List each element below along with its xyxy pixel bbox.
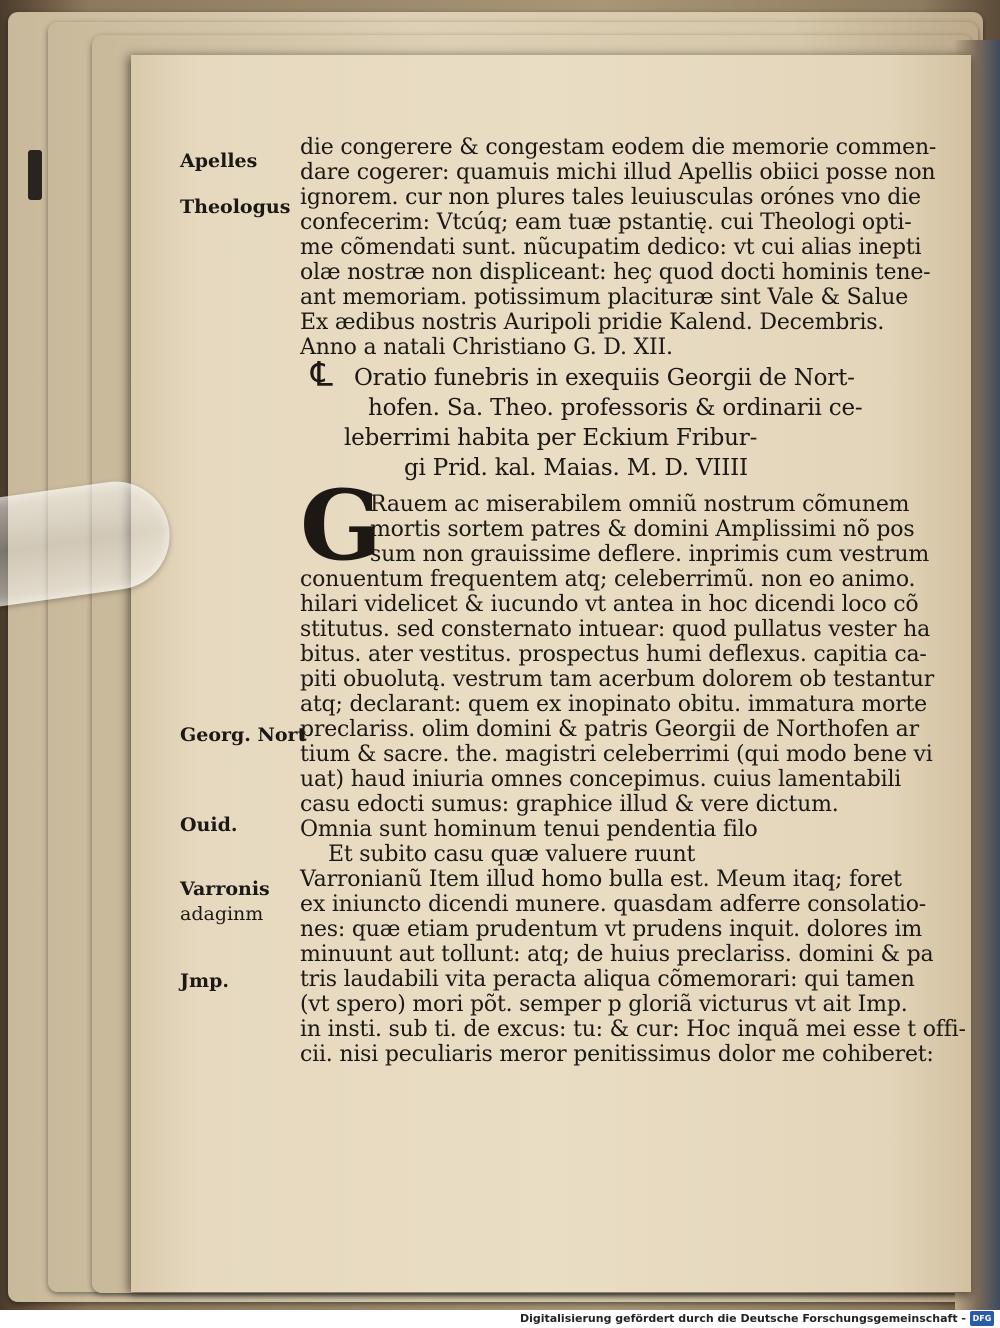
marginal-note-georg: Georg. Nort [180, 724, 307, 746]
dfg-logo: DFG [970, 1311, 994, 1326]
text-line: bitus. ater vestitus. prospectus humi deflexus. capitia ca- [300, 642, 927, 667]
verse-line: Et subito casu quæ valuere ruunt [328, 842, 696, 867]
text-line: in insti. sub ti. de excus: tu: & cur: Hoc inquã mei esse t offi- [300, 1017, 966, 1042]
text-line: nes: quæ etiam prudentum vt prudens inquit. dolores im [300, 917, 923, 942]
marginal-note-apelles: Apelles [180, 150, 258, 172]
verse-line: Omnia sunt hominum tenui pendentia filo [300, 817, 758, 842]
title-line: leberrimi habita per Eckium Fribur- [344, 425, 758, 451]
text-line: Rauem ac miserabilem omniũ nostrum cõmunem [370, 492, 910, 517]
text-line: hilari videlicet & iucundo vt antea in hoc dicendi loco cõ [300, 592, 919, 617]
text-line: Anno a natali Christiano G. D. XII. [300, 335, 673, 360]
text-line: tium & sacre. the. magistri celeberrimi (qui modo bene vi [300, 742, 933, 767]
marginal-note-adaginm: adaginm [180, 903, 264, 925]
funding-credit: Digitalisierung gefördert durch die Deutsche Forschungsgemeinschaft - [519, 1312, 966, 1325]
marginal-note-imp: Jmp. [180, 970, 229, 992]
text-line: atq; declarant: quem ex inopinato obitu. immatura morte [300, 692, 927, 717]
text-line: ant memoriam. potissimum placituræ sint Vale & Salue [300, 285, 909, 310]
text-line: die congerere & congestam eodem die memorie commen- [300, 135, 937, 160]
text-line: uat) haud iniuria omnes concepimus. cuius lamentabili [300, 767, 902, 792]
text-line: me cõmendati sunt. nũcupatim dedico: vt cui alias inepti [300, 235, 922, 260]
text-line: stitutus. sed consternato intuear: quod pullatus vester ha [300, 617, 930, 642]
text-line: ignorem. cur non plures tales leuiusculas orónes vno die [300, 185, 921, 210]
title-line: Oratio funebris in exequiis Georgii de Nort- [354, 365, 855, 391]
text-line: (vt spero) mori põt. semper p gloriã victurus vt ait Imp. [300, 992, 908, 1017]
title-line: hofen. Sa. Theo. professoris & ordinarii ce- [368, 395, 863, 421]
text-line: cii. nisi peculiaris meror penitissimus dolor me cohiberet: [300, 1042, 934, 1067]
marginal-note-varronis: Varronis [180, 878, 270, 900]
text-line: mortis sortem patres & domini Amplissimi nõ pos [370, 517, 915, 542]
text-line: preclariss. olim domini & patris Georgii de Northofen ar [300, 717, 919, 742]
bookmark-strip [28, 150, 42, 200]
text-line: minuunt aut tollunt: atq; de huius preclariss. domini & pa [300, 942, 934, 967]
text-line: piti obuolutą. vestrum tam acerbum dolorem ob testantur [300, 667, 935, 692]
title-line: gi Prid. kal. Maias. M. D. VIIII [404, 455, 748, 481]
drop-initial: G [300, 469, 382, 582]
text-line: sum non grauissime deflere. inprimis cum vestrum [370, 542, 930, 567]
text-line: Ex ædibus nostris Auripoli pridie Kalend. Decembris. [300, 310, 885, 335]
text-line: dare cogerer: quamuis michi illud Apellis obiici posse non [300, 160, 936, 185]
pilcrow-mark: ℄ [311, 355, 333, 395]
text-line: conuentum frequentem atq; celeberrimũ. non eo animo. [300, 567, 916, 592]
marginal-note-theologus: Theologus [180, 196, 291, 218]
text-line: Varronianũ Item illud homo bulla est. Meum itaq; foret [300, 867, 902, 892]
marginal-note-ouid: Ouid. [180, 814, 238, 836]
text-line: olæ nostræ non displiceant: heç quod docti hominis tene- [300, 260, 931, 285]
text-line: tris laudabili vita peracta aliqua cõmemorari: qui tamen [300, 967, 915, 992]
text-line: confecerim: Vtcúq; eam tuæ pstantię. cui Theologi opti- [300, 210, 912, 235]
text-line: casu edocti sumus: graphice illud & vere dictum. [300, 792, 839, 817]
text-line: ex iniuncto dicendi munere. quasdam adferre consolatio- [300, 892, 926, 917]
